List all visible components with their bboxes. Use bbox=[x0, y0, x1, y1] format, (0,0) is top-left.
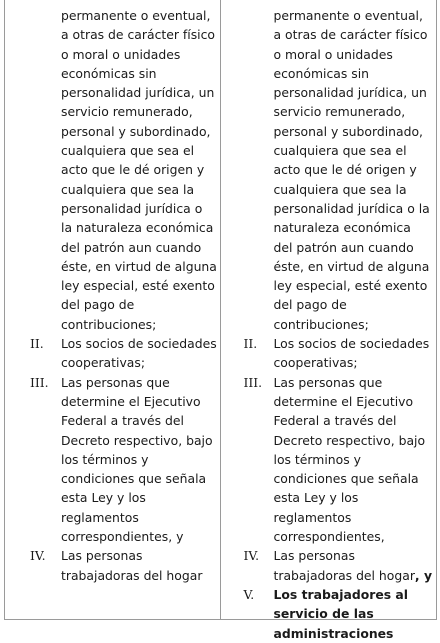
item-number: V. bbox=[243, 586, 255, 602]
item-text: Las personas que determine el Ejecutivo Federal a través del Decreto respectivo, bajo los términos y condiciones que señala esta Ley y los reglamentos correspondientes, y bbox=[61, 374, 213, 545]
item-text: Las personas trabajadoras del hogar bbox=[61, 548, 203, 583]
comparison-table bbox=[4, 0, 437, 641]
item-number: III. bbox=[243, 374, 263, 390]
list-item bbox=[243, 546, 434, 585]
item-number: II. bbox=[30, 336, 44, 352]
continuation-paragraph bbox=[61, 6, 217, 334]
continuation-text: permanente o eventual, a otras de carácter físico o moral o unidades económicas sin personalidad jurídica, un servicio remunerado, personal y subordinado, cualquiera que sea el acto que le dé origen y cualquiera que sea la personalidad jurídica o la naturaleza económica del patrón aun cuando éste, en virtud de alguna ley especial, esté exento del pago de contribuciones; bbox=[273, 8, 430, 332]
left-column bbox=[5, 0, 221, 619]
list-item bbox=[243, 585, 434, 643]
item-bold-text: Los trabajadores al servicio de las administraciones bbox=[273, 586, 409, 641]
list-item bbox=[30, 334, 217, 373]
item-text: Los socios de sociedades cooperativas; bbox=[273, 336, 430, 371]
list-item bbox=[243, 334, 434, 373]
list-item bbox=[30, 373, 217, 547]
item-number: II. bbox=[243, 336, 258, 352]
item-number: IV. bbox=[243, 548, 260, 564]
item-text: Las personas que determine el Ejecutivo Federal a través del Decreto respectivo, bajo los términos y condiciones que señala esta Ley y los reglamentos correspondientes, bbox=[273, 374, 426, 545]
list-item bbox=[243, 373, 434, 547]
right-column bbox=[221, 0, 437, 641]
continuation-text: permanente o eventual, a otras de carácter físico o moral o unidades económicas sin personalidad jurídica, un servicio remunerado, personal y subordinado, cualquiera que sea el acto que le dé origen y cualquiera que sea la personalidad jurídica o la naturaleza económica del patrón aun cuando éste, en virtud de alguna ley especial, esté exento del pago de contribuciones; bbox=[61, 8, 217, 332]
item-bold-suffix: , y bbox=[414, 567, 433, 583]
item-text: Las personas trabajadoras del hogar bbox=[273, 548, 415, 583]
item-number: III. bbox=[30, 374, 49, 390]
item-number: IV. bbox=[30, 548, 46, 564]
continuation-paragraph bbox=[274, 6, 434, 334]
item-text: Los socios de sociedades cooperativas; bbox=[61, 336, 217, 371]
list-item bbox=[30, 546, 217, 585]
